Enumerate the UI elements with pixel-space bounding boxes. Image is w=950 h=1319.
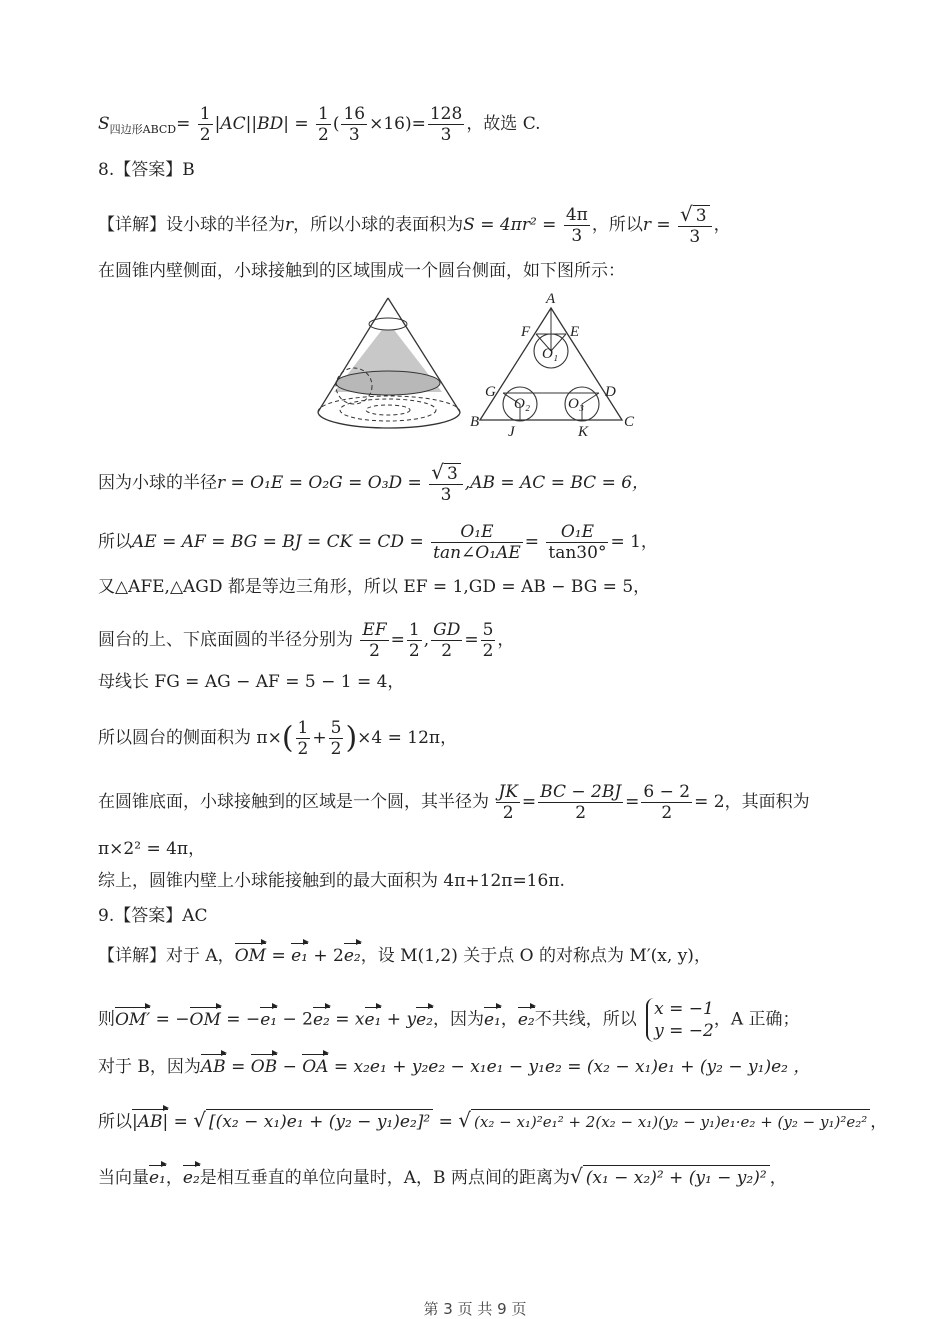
fraction-5-2-b: $\frac{5}{2}$ xyxy=(330,718,342,759)
q9-answer: 9.【答案】AC xyxy=(98,906,208,926)
area-conclusion: ，故选 C. xyxy=(466,114,541,134)
fraction-half-2: $\frac{1}{2}$ xyxy=(317,104,329,145)
label-D: D xyxy=(605,384,616,400)
fraction-128-3: $\frac{128}{3}$ xyxy=(429,104,463,145)
detail-line-10: π×2² = 4π， xyxy=(98,839,206,859)
triangle-cross-section xyxy=(470,291,635,440)
fraction-1-2: $\frac{1}{2}$ xyxy=(408,620,420,661)
fraction-sqrt3-3: $\frac{√ 3}{3}$ xyxy=(678,204,712,247)
detail-line-6: 圆台的上、下底面圆的半径分别为 $\frac{EF}{2}$ = $\frac{1}{2}$ , $\frac{GD}{2}$ = $\frac{5}{2}$ ， xyxy=(98,620,515,661)
q9-detail-line-2: 则OM′ = −OM = −e₁ − 2e₂ = xe₁ + ye₂，因为e₁，e₂不共线，所以 x = −1 y = −2 ，A 正确； xyxy=(98,999,800,1041)
equation-system: x = −1 y = −2 xyxy=(646,998,714,1042)
detail-line-4: 所以AE = AF = BG = BJ = CK = CD = $\frac{\text{O₁E}}{\text{tan∠O₁AE}}$ = $\frac{\text{O₁E}}{\tan 30^\circ}$ = 1， xyxy=(98,522,658,563)
fraction-jk-2: $\frac{JK}{2}$ xyxy=(498,782,518,823)
fraction-o1e-tan: $\frac{\text{O₁E}}{\text{tan∠O₁AE}}$ xyxy=(433,522,521,563)
label-E: E xyxy=(570,324,580,340)
page-footer: 第 3 页 共 9 页 xyxy=(423,1300,527,1318)
fraction-1-2-b: $\frac{1}{2}$ xyxy=(297,718,309,759)
label-O2: O₂ xyxy=(514,396,531,412)
label-G: G xyxy=(485,384,496,400)
label-O1: O₁ xyxy=(542,346,559,362)
detail-line-9: 在圆锥底面，小球接触到的区域是一个圆，其半径为 $\frac{JK}{2}$ = $\frac{BC - 2BJ}{2}$ = $\frac{6 - 2}{2}$ = 2，其面积为 xyxy=(98,782,810,823)
detail-line-1: 【详解】设小球的半径为r，所以小球的表面积为S = 4πr² = $\frac{4\pi}{3}$ ，所以r = $\frac{√ 3}{3}$ ， xyxy=(98,202,731,247)
fraction-5-2: $\frac{5}{2}$ xyxy=(482,620,494,661)
detail-line-5: 又△AFE,△AGD 都是等边三角形，所以 EF = 1,GD = AB − BG = 5， xyxy=(98,577,651,597)
label-J: J xyxy=(508,424,515,440)
fraction-gd-2: $\frac{GD}{2}$ xyxy=(433,620,461,661)
detail-line-3: 因为小球的半径r = O₁E = O₂G = O₃D = $\frac{√ 3}{3}$ ,AB = AC = BC = 6， xyxy=(98,460,650,505)
label-B: B xyxy=(470,414,480,430)
area-subscript: 四边形ABCD xyxy=(109,123,177,136)
label-K: K xyxy=(578,424,589,440)
fraction-sqrt3-3-b: $\frac{√ 3}{3}$ xyxy=(429,462,463,505)
q9-detail-line-5: 当向量e₁，e₂是相互垂直的单位向量时，A，B 两点间的距离为√ (x₁ − x₂)² + (y₁ − y₂)² ， xyxy=(98,1164,787,1188)
q8-answer: 8.【答案】B xyxy=(98,160,195,180)
detail-line-11: 综上，圆锥内壁上小球能接触到的最大面积为 4π+12π=16π. xyxy=(98,871,565,891)
fraction-6-2: $\frac{6 - 2}{2}$ xyxy=(643,782,691,823)
fraction-bc-2bj: $\frac{BC - 2BJ}{2}$ xyxy=(540,782,622,823)
times-expr: ×16)= xyxy=(369,114,426,134)
area-symbol: S xyxy=(98,114,110,134)
q9-detail-line-3: 对于 B，因为AB = OB − OA = x₂e₁ + y₂e₂ − x₁e₁ − y₁e₂ = (x₂ − x₁)e₁ + (y₂ − y₁)e₂ ， xyxy=(98,1057,811,1077)
label-O3: O₃ xyxy=(568,396,585,412)
fraction-4pi-3: $\frac{4\pi}{3}$ xyxy=(565,205,588,246)
area-expr: |AC||BD| = xyxy=(214,114,309,134)
cone-3d-drawing xyxy=(318,298,460,428)
q9-detail-line-1: 【详解】对于 A，OM = e₁ + 2e₂，设 M(1,2) 关于点 O 的对称点为 M′(x, y)， xyxy=(98,946,711,966)
detail-line-8: 所以圆台的侧面积为 π×( $\frac{1}{2}$ + $\frac{5}{2}$ )×4 = 12π， xyxy=(98,718,458,759)
q9-detail-line-4: 所以|AB| = √ [(x₂ − x₁)e₁ + (y₂ − y₁)e₂]² = √ (x₂ − x₁)²e₁² + 2(x₂ − x₁)(y₂ − y₁)e₁·e₂ + (y₂ − y₁)²e₂² ， xyxy=(98,1108,888,1132)
detail-line-2: 在圆锥内壁侧面，小球接触到的区域围成一个圆台侧面，如下图所示： xyxy=(98,261,625,281)
label-A: A xyxy=(546,291,556,307)
detail-line-7: 母线长 FG = AG − AF = 5 − 1 = 4， xyxy=(98,672,405,692)
area-formula-line xyxy=(98,104,541,145)
fraction-16-3: $\frac{16}{3}$ xyxy=(343,104,366,145)
equals: = xyxy=(176,114,191,134)
fraction-ef-2: $\frac{EF}{2}$ xyxy=(362,620,387,661)
cone-figure xyxy=(310,290,650,440)
label-F: F xyxy=(521,324,531,340)
fraction-half: $\frac{1}{2}$ xyxy=(199,104,211,145)
paren: ( xyxy=(332,114,340,134)
fraction-o1e-tan30: $\frac{\text{O₁E}}{\tan 30^\circ}$ xyxy=(548,522,607,563)
label-C: C xyxy=(624,414,635,430)
